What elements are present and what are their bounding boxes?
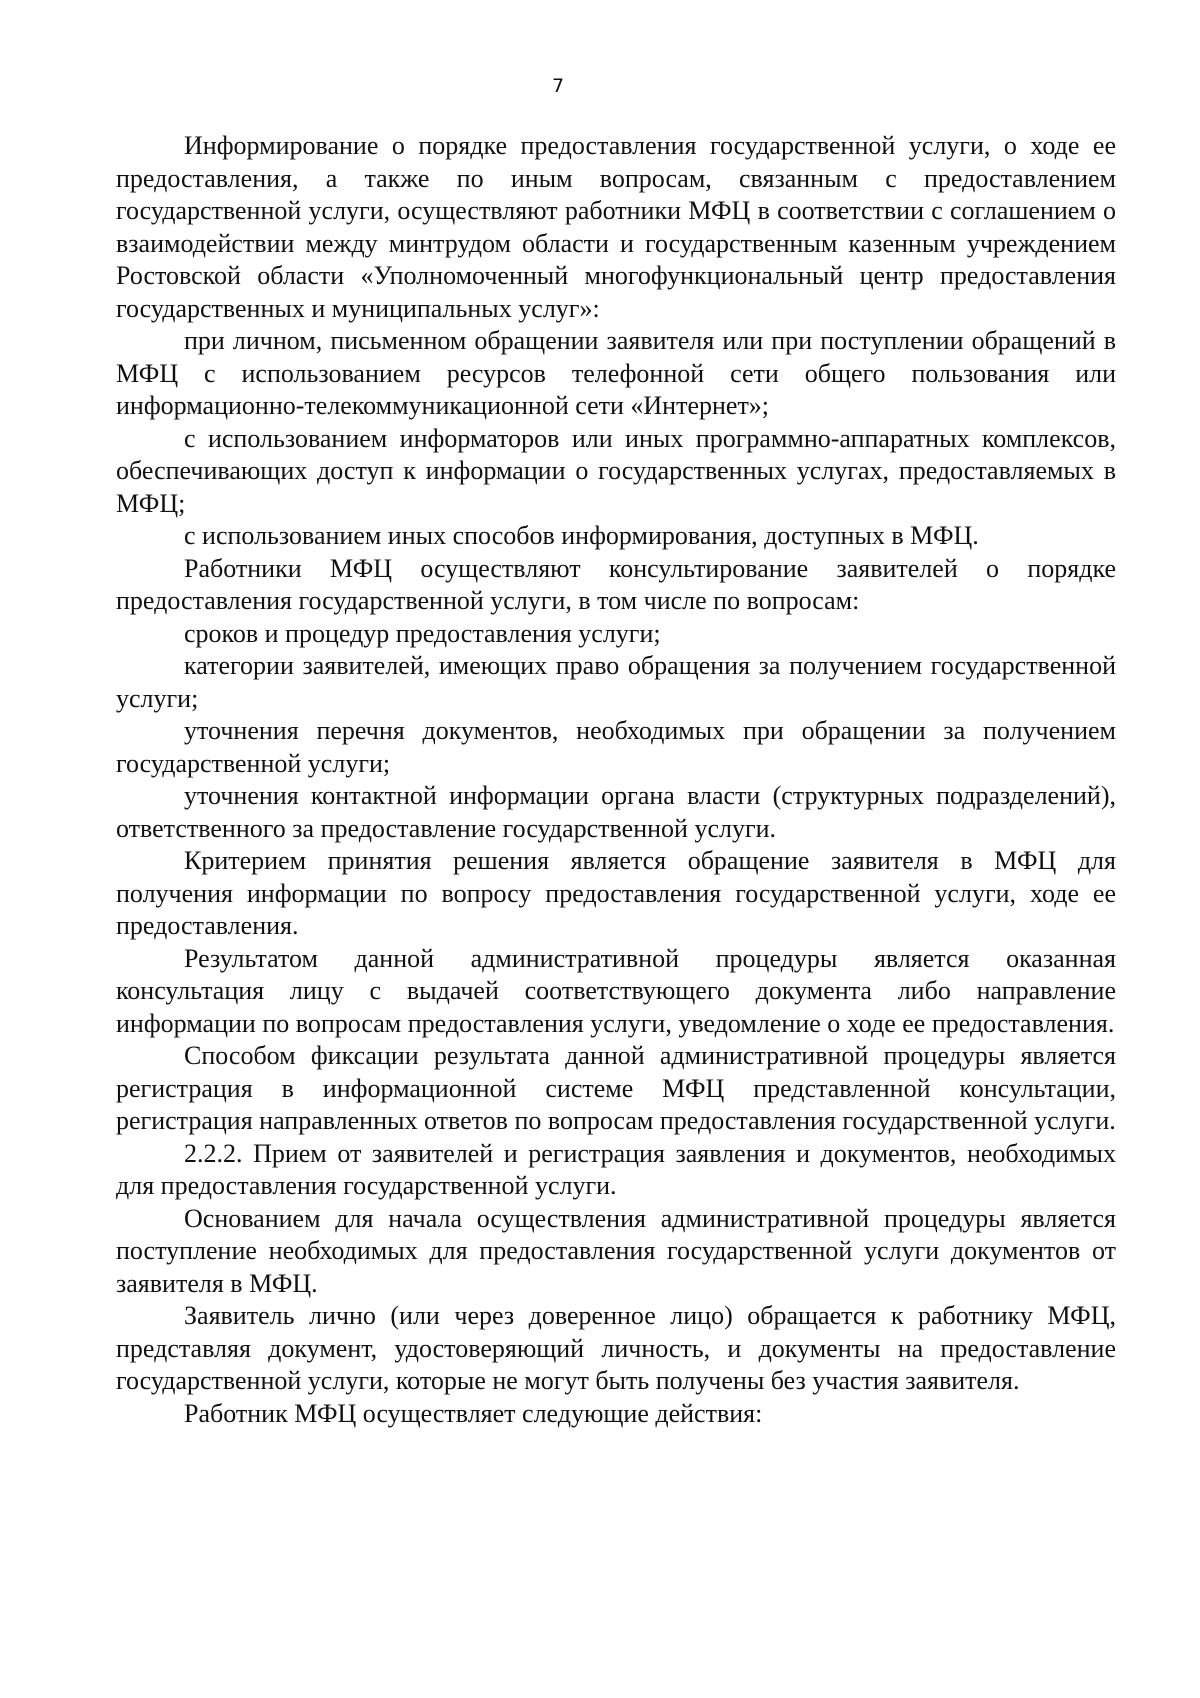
document-body xyxy=(116,130,1116,1430)
paragraph-decision-criterion: Критерием принятия решения является обращение заявителя в МФЦ для получения информации по вопросу предоставления государственной услуги, ходе ее предоставления. xyxy=(116,846,1116,940)
paragraph-other-methods: с использованием иных способов информирования, доступных в МФЦ. xyxy=(184,521,979,550)
page-number: 7 xyxy=(551,75,565,97)
paragraph-employee-actions: Работник МФЦ осуществляет следующие действия: xyxy=(184,1398,763,1428)
paragraph-procedure-basis: Основанием для начала осуществления административной процедуры является поступление необходимых для предоставления государственной услуги документов от заявителя в МФЦ. xyxy=(116,1203,1116,1298)
paragraph-contact-info: уточнения контактной информации органа власти (структурных подразделений), ответственного за предоставление государственной услуги. xyxy=(116,781,1116,843)
paragraph-procedure-result: Результатом данной административной процедуры является оказанная консультация лицу с выдачей соответствующего документа либо направление информации по вопросам предоставления услуги, уведомление о ходе ее предоставления. xyxy=(116,943,1116,1038)
paragraph-informers: с использованием информаторов или иных программно-аппаратных комплексов, обеспечивающих доступ к информации о государственных услугах, предоставляемых в МФЦ; xyxy=(116,423,1116,518)
paragraph-document-list: уточнения перечня документов, необходимых при обращении за получением государственной услуги; xyxy=(116,716,1116,778)
section-heading-2-2-2: 2.2.2. Прием от заявителей и регистрация заявления и документов, необходимых для предоставления государственной услуги. xyxy=(116,1138,1116,1200)
paragraph-personal-appeal: при личном, письменном обращении заявителя или при поступлении обращений в МФЦ с использованием ресурсов телефонной сети общего пользования или информационно-телекоммуникационной сети «Интернет»; xyxy=(116,326,1116,420)
paragraph-applicant-appeal: Заявитель лично (или через доверенное лицо) обращается к работнику МФЦ, представляя документ, удостоверяющий личность, и документы на предоставление государственной услуги, которые не могут быть получены без участия заявителя. xyxy=(116,1301,1116,1395)
paragraph-informing: Информирование о порядке предоставления государственной услуги, о ходе ее предоставления, а также по иным вопросам, связанным с предоставлением государственной услуги, осуществляют работники МФЦ в соответствии с соглашением о взаимодействии между минтрудом области и государственным казенным учреждением Ростовской области «Уполномоченный многофункциональный центр предоставления государственных и муниципальных услуг»: xyxy=(116,131,1116,323)
paragraph-consulting: Работники МФЦ осуществляют консультирование заявителей о порядке предоставления государственной услуги, в том числе по вопросам: xyxy=(116,553,1116,615)
paragraph-terms: сроков и процедур предоставления услуги; xyxy=(184,618,661,648)
paragraph-applicant-categories: категории заявителей, имеющих право обращения за получением государственной услуги; xyxy=(116,651,1116,713)
paragraph-result-recording: Способом фиксации результата данной административной процедуры является регистрация в информационной системе МФЦ представленной консультации, регистрация направленных ответов по вопросам предоставления государственной услуги. xyxy=(116,1041,1116,1135)
